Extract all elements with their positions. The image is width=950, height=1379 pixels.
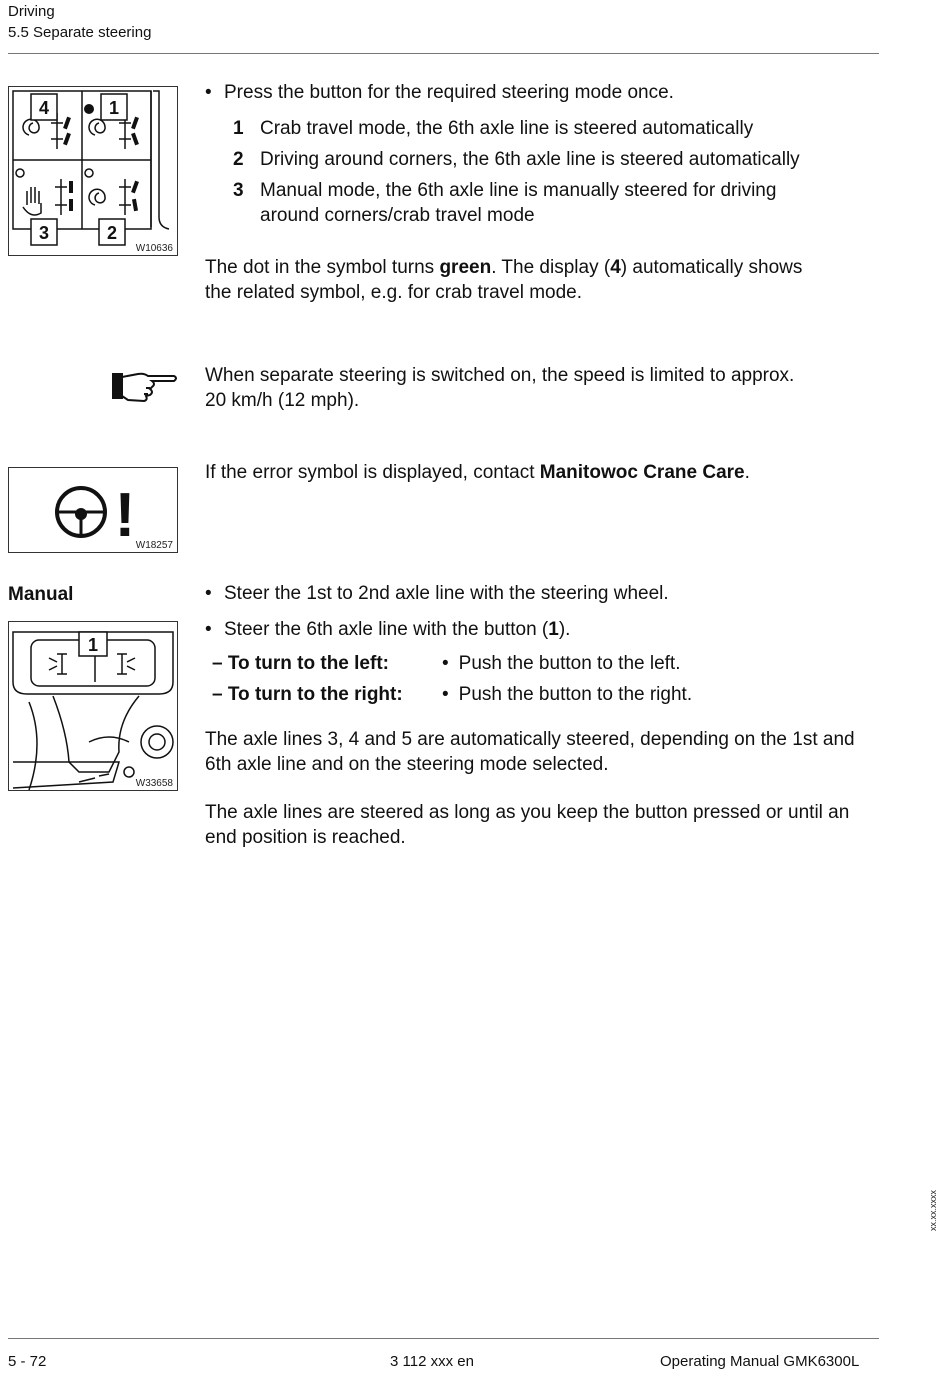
bullet-text: Press the button for the required steering mode once. — [224, 82, 674, 103]
document-number: 3 112 xxx en — [390, 1353, 474, 1370]
button-label-1: 1 — [87, 635, 99, 655]
side-code: xx.xx.xxxx — [928, 1190, 938, 1232]
mode-list — [205, 116, 885, 228]
figure-code: W10636 — [135, 243, 173, 254]
error-paragraph: If the error symbol is displayed, contact Manitowoc Crane Care. — [205, 462, 750, 483]
mode-label-1: 1 — [108, 98, 120, 118]
page-number: 5 - 72 — [8, 1353, 47, 1370]
chapter-title: Driving — [8, 3, 55, 20]
list-item — [205, 147, 885, 178]
item-number: 2 — [233, 149, 244, 170]
item-text: Driving around corners, the 6th axle line is steered automatically — [260, 149, 800, 170]
manual-button-drawing — [9, 622, 177, 790]
dot-paragraph: The dot in the symbol turns green. The display (4) automatically shows the related symbol, e.g. for crab travel mode. — [205, 257, 803, 303]
turn-right-action: • Push the button to the right. — [442, 684, 693, 705]
turn-left-row: – To turn to the left: — [212, 653, 389, 674]
header-rule — [8, 53, 879, 54]
figure-code: W33658 — [135, 778, 173, 789]
footer-rule — [8, 1338, 879, 1339]
item-number: 3 — [233, 180, 244, 201]
bullet-dot: • — [205, 82, 212, 103]
error-symbol-figure — [8, 467, 178, 553]
steering-modes-drawing — [9, 87, 177, 255]
list-item — [205, 178, 885, 228]
section-title: 5.5 Separate steering — [8, 24, 152, 41]
turn-left-action: • Push the button to the left. — [442, 653, 681, 674]
mode-label-2: 2 — [106, 223, 118, 243]
item-number: 1 — [233, 118, 244, 139]
pointing-hand-icon — [110, 368, 180, 409]
item-text: Crab travel mode, the 6th axle line is steered automatically — [260, 118, 754, 139]
manual-title: Operating Manual GMK6300L — [660, 1353, 860, 1370]
mode-label-4: 4 — [38, 98, 50, 118]
speed-note: When separate steering is switched on, the speed is limited to approx. 20 km/h (12 mph). — [205, 365, 795, 411]
manual-heading: Manual — [8, 584, 74, 605]
item-text: Manual mode, the 6th axle line is manually steered for driving — [260, 180, 777, 201]
manual-button-figure — [8, 621, 178, 791]
steered-paragraph: The axle lines are steered as long as you keep the button pressed or until an end position is reached. — [205, 802, 850, 848]
list-item — [205, 116, 885, 147]
item-text: around corners/crab travel mode — [260, 205, 535, 226]
error-glyph: ! — [114, 481, 136, 550]
axle-lines-paragraph: The axle lines 3, 4 and 5 are automatically steered, depending on the 1st and 6th axle line and on the steering mode selected. — [205, 729, 855, 775]
mode-label-3: 3 — [38, 223, 50, 243]
steering-modes-figure — [8, 86, 178, 256]
figure-code: W18257 — [135, 540, 173, 551]
turn-right-row: – To turn to the right: — [212, 684, 403, 705]
